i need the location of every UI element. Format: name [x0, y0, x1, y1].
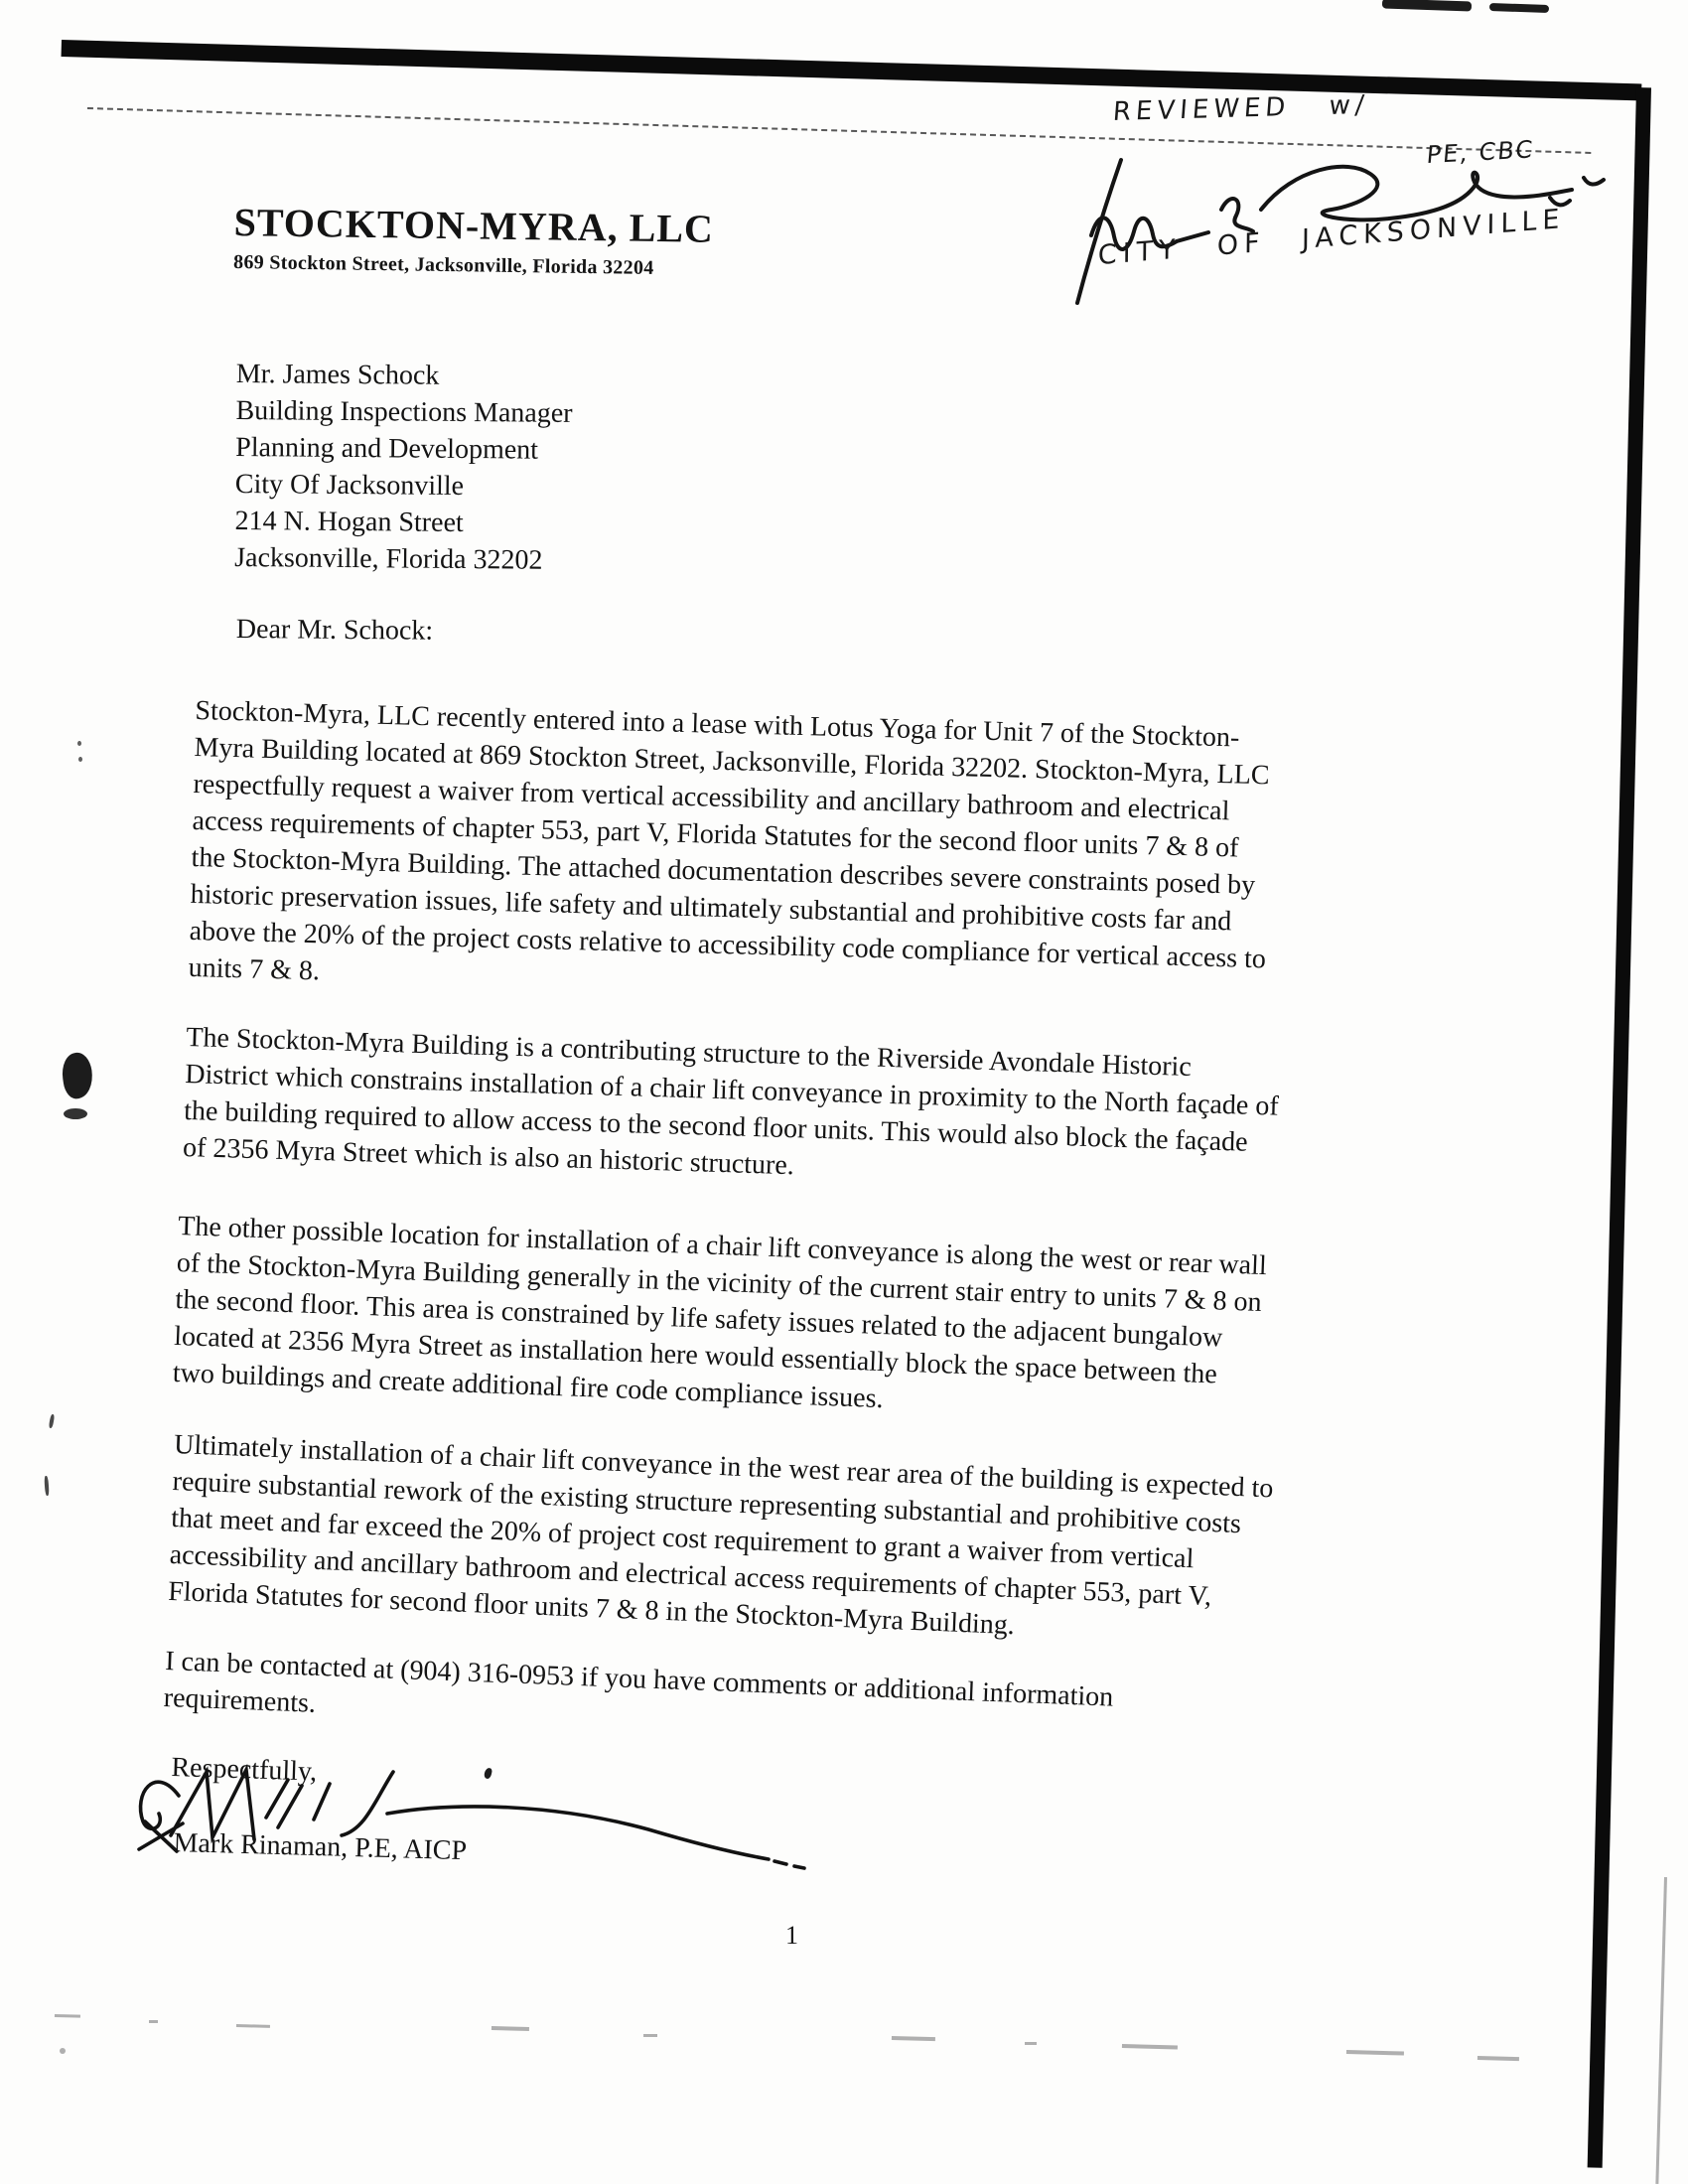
scan-noise — [55, 2014, 80, 2018]
scan-artifact-mark — [44, 1476, 49, 1496]
scan-artifact-right-bar — [1588, 87, 1651, 2168]
scan-artifact-corner-mark — [1382, 0, 1472, 12]
scan-noise — [492, 2026, 529, 2031]
body-paragraph-4: Ultimately installation of a chair lift conveyance in the west rear area of the building is expected to require substantial rework of the existing structure representing substantial and prohibitive costs that meet and far exceed the 20% of project cost requirement to grant a waiver from vertical accessibility and ancillary bathroom and electrical access requirements of chapter 553, part V, Florida Statutes for second floor units 7 & 8 in the Stockton-Myra Building. — [167, 1428, 1274, 1642]
scan-noise — [1346, 2050, 1404, 2056]
scan-artifact-corner-mark — [1489, 3, 1549, 13]
city-annotation: CITY OF JACKSONVILLE — [1097, 203, 1566, 272]
scan-noise — [236, 2024, 270, 2028]
scan-noise — [1025, 2042, 1037, 2045]
scan-blob — [60, 1051, 95, 1100]
scan-noise — [892, 2036, 935, 2041]
body-paragraph-1: Stockton-Myra, LLC recently entered into a lease with Lotus Yoga for Unit 7 of the Stockton- Myra Building located at 869 Stockton Street, Jacksonville, Florida 32202. Stockton-Myra, LLC respectfully request a waiver from vertical accessibility and ancillary bathroom and electrical access requirements of chapter 553, part V, Florida Statutes for the second floor units 7 & 8 of the Stockton-Myra Building. The attached documentation describes severe constraints posed by historic preservation issues, life safety and ultimately substantial and prohibitive costs far and above the 20% of the project costs relative to accessibility code compliance for vertical access to units 7 & 8. — [188, 694, 1270, 987]
scan-noise — [1122, 2044, 1178, 2049]
recipient-line: Jacksonville, Florida 32202 — [234, 541, 543, 576]
valediction: Respectfully, — [171, 1752, 318, 1788]
page-number: 1 — [785, 1921, 798, 1950]
recipient-line: 214 N. Hogan Street — [234, 505, 464, 539]
scan-noise — [149, 2020, 158, 2023]
body-paragraph-3: The other possible location for installation of a chair lift conveyance is along the west or rear wall of the Stockton-Myra Building generally in the vicinity of the current stair entry to units 7 & 8 on the second floor. This area is constrained by life safety issues related to the adjacent bungalow located at 2356 Myra Street as installation here would essentially block the space between the two buildings and create additional fire code compliance issues. — [172, 1210, 1268, 1415]
recipient-line: Planning and Development — [235, 431, 539, 466]
letterhead-company: STOCKTON-MYRA, LLC — [233, 199, 715, 251]
scan-artifact-top-bar — [62, 40, 1642, 100]
scan-noise — [1477, 2056, 1519, 2061]
scan-blob — [64, 1108, 87, 1119]
recipient-line: Building Inspections Manager — [235, 394, 573, 429]
body-paragraph-5: I can be contacted at (904) 316-0953 if you have comments or additional information requirements. — [163, 1645, 1114, 1719]
salutation: Dear Mr. Schock: — [235, 614, 434, 647]
recipient-line: Mr. James Schock — [235, 358, 440, 391]
signer-name: Mark Rinaman, P.E, AICP — [173, 1827, 468, 1867]
scan-artifact-dot — [78, 757, 82, 762]
recipient-block — [234, 356, 573, 579]
scan-artifact-dot — [77, 741, 81, 746]
scan-noise — [643, 2034, 657, 2037]
body-paragraph-2: The Stockton-Myra Building is a contributing structure to the Riverside Avondale Historic District which constrains installation of a chair lift conveyance in proximity to the North façade of the building required to allow access to the second floor units. This would also block the façade of 2356 Myra Street which is also an historic structure. — [182, 1021, 1280, 1182]
letterhead — [233, 199, 714, 281]
scan-artifact-right-thin-line — [1655, 1877, 1667, 2184]
reviewer-credentials: PE, CBC — [1425, 135, 1536, 170]
scan-noise — [60, 2048, 66, 2054]
scan-artifact-mark — [49, 1414, 55, 1428]
recipient-line: City Of Jacksonville — [234, 468, 465, 503]
reviewed-annotation: REVIEWED w/ — [1111, 89, 1370, 128]
letterhead-address: 869 Stockton Street, Jacksonville, Florida 32204 — [232, 250, 654, 279]
